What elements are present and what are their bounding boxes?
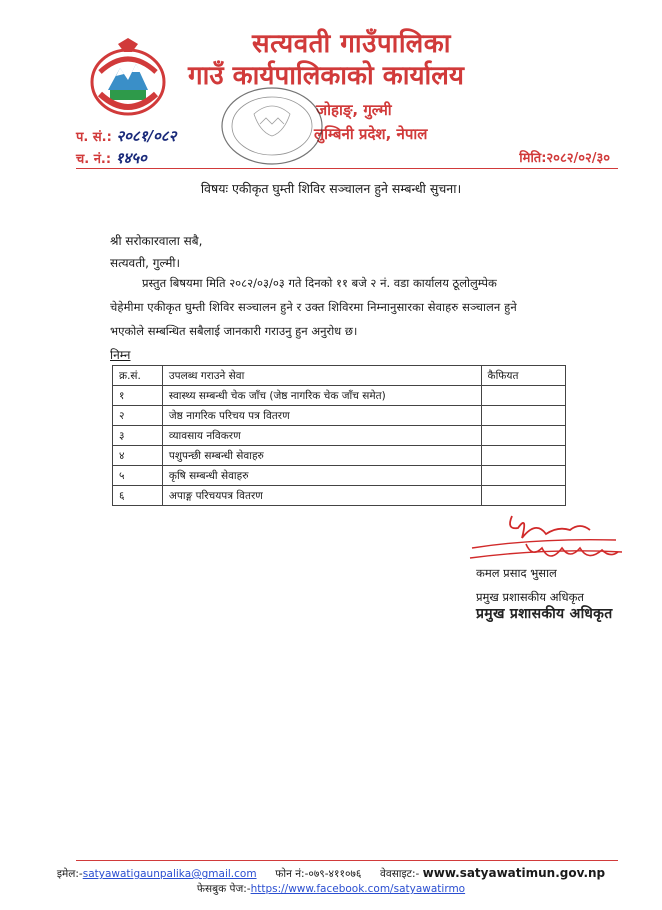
designation-stamp: प्रमुख प्रशासकीय अधिकृत (476, 606, 613, 622)
recipient-address: सत्यवती, गुल्मी। (110, 256, 181, 270)
email-label: इमेल:- (56, 868, 83, 880)
table-row (113, 446, 566, 466)
table-row (113, 486, 566, 506)
paragraph-line: भएकोले सम्बन्धित सबैलाई जानकारी गराउनु हुन अनुरोध छ। (110, 324, 358, 338)
table-cell-serial: २ (113, 406, 163, 426)
table-cell-service: पशुपन्छी सम्बन्धी सेवाहरु (162, 446, 481, 466)
phone-number: ०७९-४११०७६ (308, 868, 362, 880)
office-name: गाउँ कार्यपालिकाको कार्यालय (188, 61, 464, 91)
table-cell-remarks (481, 386, 566, 406)
office-seal-stamp (214, 84, 340, 168)
table-cell-remarks (481, 486, 566, 506)
dispatch-number-ref (76, 148, 147, 168)
column-header-remarks: कैफियत (481, 366, 566, 386)
municipality-name: सत्यवती गाउँपालिका (252, 29, 451, 59)
table-cell-service: अपाङ्ग परिचयपत्र वितरण (162, 486, 481, 506)
list-heading: निम्न (110, 348, 131, 362)
table-row (113, 386, 566, 406)
letter-subject: विषयः एकीकृत घुम्ती शिविर सञ्चालन हुने सम्बन्धी सुचना। (200, 181, 462, 196)
table-cell-serial: ४ (113, 446, 163, 466)
column-header-service: उपलब्ध गराउने सेवा (162, 366, 481, 386)
nepal-emblem-icon (86, 38, 170, 120)
table-cell-remarks (481, 466, 566, 486)
paragraph-line: चेहेमीमा एकीकृत घुम्ती शिविर सञ्चालन हुने र उक्त शिविरमा निम्नानुसारका सेवाहरु सञ्चालन हुने (110, 300, 517, 314)
signer-title: प्रमुख प्रशासकीय अधिकृत (476, 590, 584, 604)
table-header-row (113, 366, 566, 386)
dispatch-number-value: १४५० (115, 149, 147, 167)
table-cell-remarks (481, 406, 566, 426)
paragraph-line: प्रस्तुत बिषयमा मिति २०८२/०३/०३ गते दिनको ११ बजे २ नं. वडा कार्यालय ठूलोलुम्पेक (142, 276, 497, 290)
table-cell-service: व्यावसाय नविकरण (162, 426, 481, 446)
table-row (113, 406, 566, 426)
column-header-serial: क्र.सं. (113, 366, 163, 386)
website-link[interactable]: www.satyawatimun.gov.np (422, 866, 606, 880)
salutation: श्री सरोकारवाला सबै, (110, 234, 203, 248)
fiscal-year-value: २०८१/०८२ (116, 127, 177, 145)
table-cell-service: कृषि सम्बन्धी सेवाहरु (162, 466, 481, 486)
letter-date (519, 148, 610, 166)
fiscal-year-ref (76, 126, 176, 146)
footer-divider (76, 860, 618, 861)
table-cell-service: स्वास्थ्य सम्बन्धी चेक जाँच (जेष्ठ नागरिक चेक जाँच समेत) (162, 386, 481, 406)
table-row (113, 426, 566, 446)
dispatch-number-label: च. नं.: (76, 152, 112, 167)
table-cell-serial: ३ (113, 426, 163, 446)
table-cell-service: जेष्ठ नागरिक परिचय पत्र वितरण (162, 406, 481, 426)
footer-social-line (0, 882, 662, 896)
handwritten-signature (466, 508, 626, 570)
table-cell-remarks (481, 426, 566, 446)
table-cell-serial: १ (113, 386, 163, 406)
table-row (113, 466, 566, 486)
footer-contact-line (0, 866, 662, 881)
office-location-line2: लुम्बिनी प्रदेश, नेपाल (314, 125, 428, 143)
date-label: मिति: (519, 151, 547, 166)
table-cell-serial: ५ (113, 466, 163, 486)
table-cell-remarks (481, 446, 566, 466)
phone-label: फोन नं:- (275, 868, 309, 880)
signer-name: कमल प्रसाद भुसाल (476, 566, 557, 580)
fiscal-year-label: प. सं.: (76, 130, 112, 145)
table-cell-serial: ६ (113, 486, 163, 506)
facebook-link[interactable]: https://www.facebook.com/satyawatirmo (250, 883, 466, 895)
email-link[interactable]: satyawatigaunpalika@gmail.com (82, 868, 257, 880)
website-label: वेवसाइट:- (380, 868, 420, 880)
services-table (112, 365, 566, 506)
office-location-line1: जोहाङ्, गुल्मी (316, 101, 392, 119)
date-value: २०८२/०२/३० (546, 151, 610, 166)
facebook-label: फेसबुक पेज:- (196, 883, 251, 895)
letterhead-divider (76, 168, 618, 169)
